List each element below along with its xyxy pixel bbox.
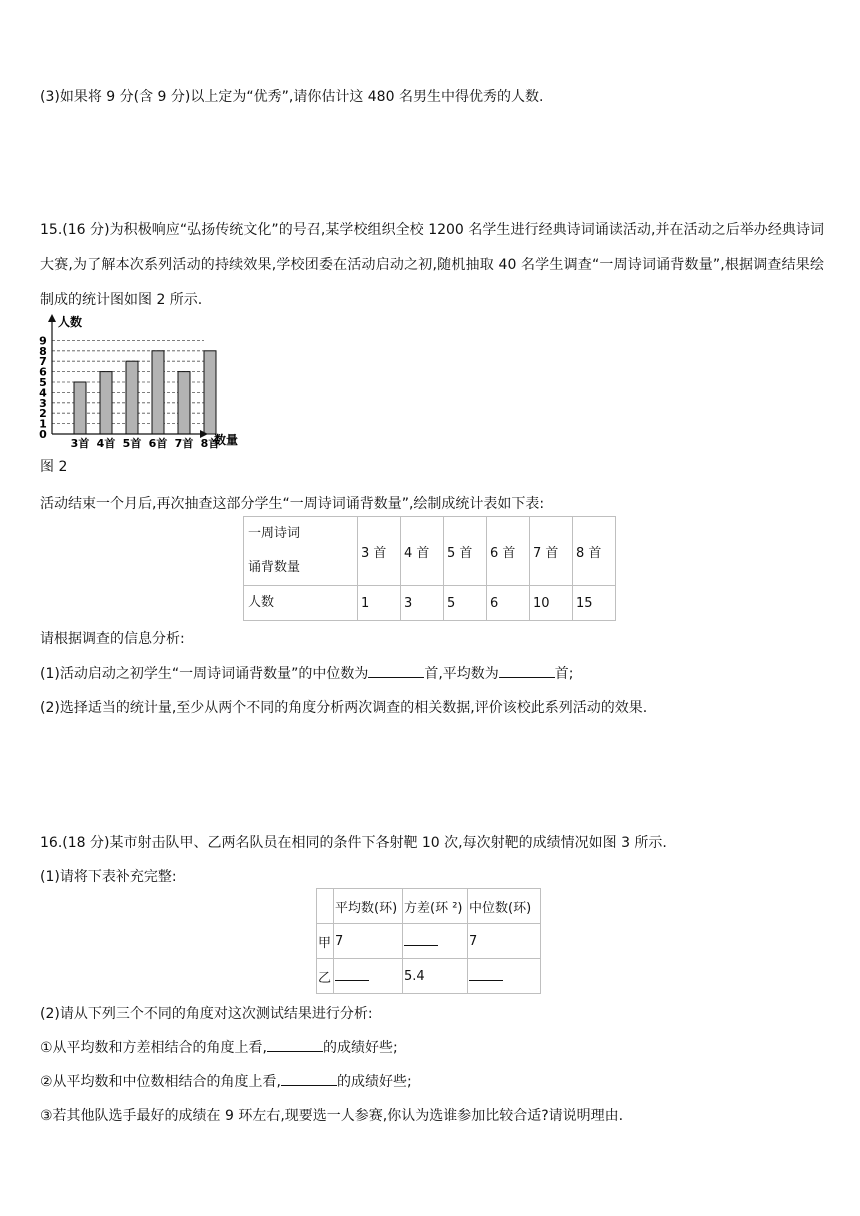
table-row <box>317 924 541 959</box>
q16-item1-a: ①从平均数和方差相结合的角度上看, <box>40 1040 268 1056</box>
table-header-cell: 方差(环 ²) <box>403 889 468 924</box>
q15-part2: (2)选择适当的统计量,至少从两个不同的角度分析两次调查的相关数据,评价该校此系列活动的效果. <box>40 700 648 716</box>
q15-analysis-intro: 请根据调查的信息分析: <box>40 631 185 647</box>
q15-part1-c: 首; <box>554 666 574 682</box>
q16-item1-b: 的成绩好些; <box>323 1040 398 1056</box>
table-cell: 15 <box>573 586 616 621</box>
q16-item1 <box>40 1037 398 1057</box>
x-tick-label: 5首 <box>122 437 142 450</box>
x-tick-label: 7首 <box>174 437 194 450</box>
y-tick-label: 4 <box>39 386 47 400</box>
bar <box>100 372 112 434</box>
table-cell: 1 <box>358 586 401 621</box>
table-header-cell: 中位数(环) <box>468 889 541 924</box>
q16-item2 <box>40 1071 412 1091</box>
q16-item3: ③若其他队选手最好的成绩在 9 环左右,现要选一人参赛,你认为选谁参加比较合适?请说明理由. <box>40 1108 624 1124</box>
table-header-cell <box>244 517 358 586</box>
bar-chart <box>36 312 256 452</box>
y-tick-label: 7 <box>39 355 47 369</box>
q16-part1: (1)请将下表补充完整: <box>40 869 177 885</box>
x-tick-label: 6首 <box>148 437 168 450</box>
table-header-cell: 平均数(环) <box>334 889 403 924</box>
bar <box>178 372 190 434</box>
header-line1: 一周诗词 <box>248 526 301 541</box>
q15-text: 15.(16 分)为积极响应“弘扬传统文化”的号召,某学校组织全校 1200 名学生进行经典诗词诵读活动,并在活动之后举办经典诗词大赛,为了解本次系列活动的持续效果,学校团委在活动启动之初,随机抽取 40 名学生调查“一周诗词诵背数量”,根据调查结果绘制成的统计图如图 2 所示. <box>40 222 824 308</box>
table-cell: 8 首 <box>573 517 616 586</box>
table-cell: 6 首 <box>487 517 530 586</box>
table-cell: 甲 <box>317 924 334 959</box>
q16-part2: (2)请从下列三个不同的角度对这次测试结果进行分析: <box>40 1006 373 1022</box>
table-row <box>317 889 541 924</box>
table-cell: 人数 <box>244 586 358 621</box>
answer-blank[interactable] <box>469 968 503 981</box>
table-cell <box>468 959 541 994</box>
answer-blank[interactable] <box>499 663 555 678</box>
table-row <box>317 959 541 994</box>
table-cell: 3 <box>401 586 444 621</box>
table-cell: 5 首 <box>444 517 487 586</box>
answer-blank[interactable] <box>267 1037 323 1052</box>
table-cell: 7 <box>468 924 541 959</box>
q15-part1 <box>40 663 574 683</box>
table-cell: 5 <box>444 586 487 621</box>
shooting-table <box>316 888 541 994</box>
table-cell <box>317 889 334 924</box>
table-cell: 6 <box>487 586 530 621</box>
answer-blank[interactable] <box>404 933 438 946</box>
y-axis-label: 人数 <box>58 315 83 329</box>
table-cell <box>403 924 468 959</box>
y-tick-label: 3 <box>39 396 47 410</box>
answer-blank[interactable] <box>335 968 369 981</box>
table-cell: 5.4 <box>403 959 468 994</box>
table-row <box>244 586 616 621</box>
y-axis-arrow <box>48 314 56 322</box>
y-tick-label: 5 <box>39 376 47 389</box>
table-cell: 3 首 <box>358 517 401 586</box>
table-cell: 7 <box>334 924 403 959</box>
y-tick-label: 2 <box>39 407 47 421</box>
q16-item2-b: 的成绩好些; <box>337 1074 412 1090</box>
table-cell: 7 首 <box>530 517 573 586</box>
x-tick-label: 3首 <box>70 437 90 450</box>
q15-part1-a: (1)活动启动之初学生“一周诗词诵背数量”的中位数为 <box>40 666 369 682</box>
x-axis-label: 数量 <box>214 433 239 447</box>
y-tick-label: 6 <box>39 365 47 379</box>
q16-text: 16.(18 分)某市射击队甲、乙两名队员在相同的条件下各射靶 10 次,每次射靶的成绩情况如图 3 所示. <box>40 835 667 851</box>
table-row <box>244 517 616 586</box>
x-tick-label: 4首 <box>96 437 116 450</box>
bar <box>204 351 216 434</box>
x-tick-label: 8首 <box>200 437 220 450</box>
poetry-table <box>243 516 616 621</box>
answer-blank[interactable] <box>368 663 424 678</box>
y-tick-label: 0 <box>39 428 47 441</box>
y-tick-label: 8 <box>39 344 47 358</box>
table-cell: 乙 <box>317 959 334 994</box>
bar <box>126 361 138 434</box>
header-line2: 诵背数量 <box>248 560 301 575</box>
answer-blank[interactable] <box>281 1071 337 1086</box>
table-cell: 10 <box>530 586 573 621</box>
figure-2-label: 图 2 <box>40 459 68 475</box>
bar <box>74 382 86 434</box>
table-cell: 4 首 <box>401 517 444 586</box>
table-cell <box>334 959 403 994</box>
bar <box>152 351 164 434</box>
q15-after-text: 活动结束一个月后,再次抽查这部分学生“一周诗词诵背数量”,绘制成统计表如下表: <box>40 496 545 512</box>
q14-part3: (3)如果将 9 分(含 9 分)以上定为“优秀”,请你估计这 480 名男生中得优秀的人数. <box>40 89 544 105</box>
y-tick-label: 9 <box>39 334 47 348</box>
q15-part1-b: 首,平均数为 <box>424 666 499 682</box>
y-tick-label: 1 <box>39 417 47 431</box>
q16-item2-a: ②从平均数和中位数相结合的角度上看, <box>40 1074 281 1090</box>
